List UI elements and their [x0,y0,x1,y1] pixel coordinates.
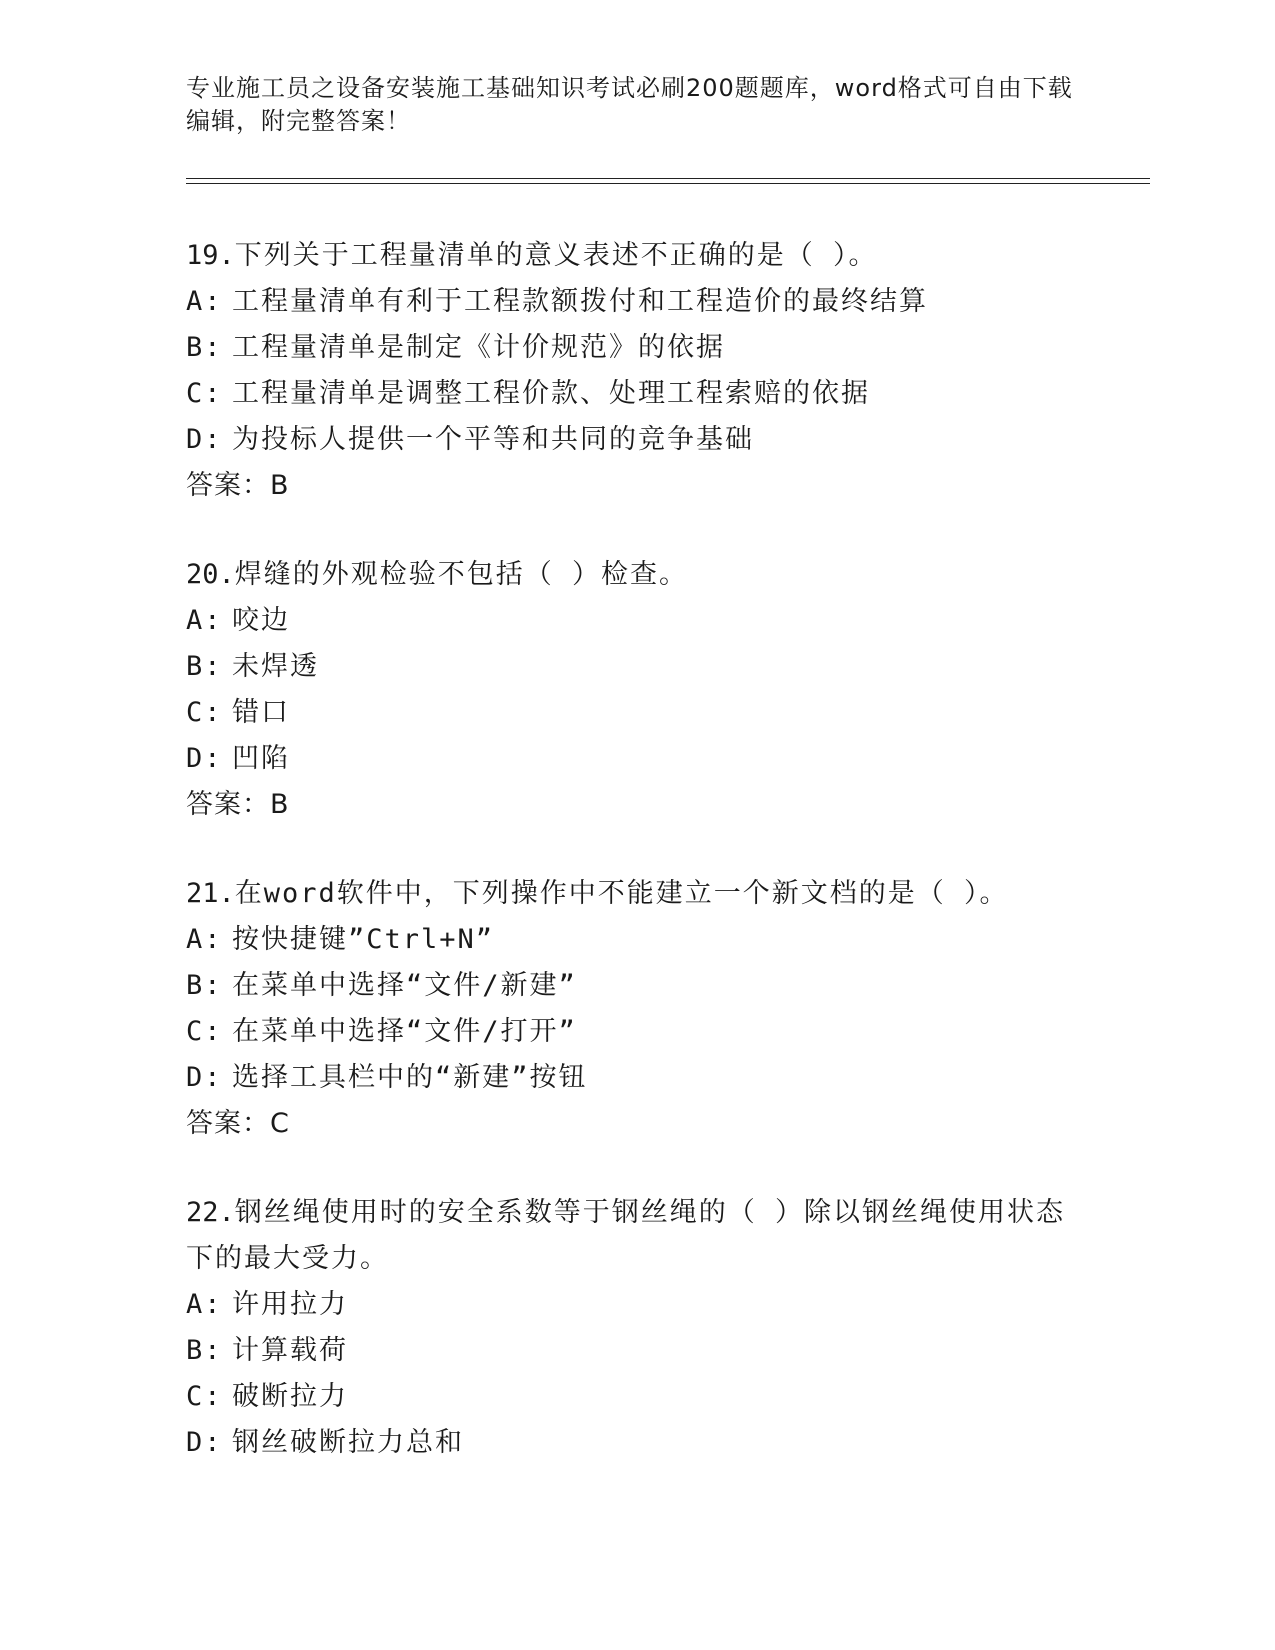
question-text: 下列关于工程量清单的意义表述不正确的是（ ）。 [234,240,878,271]
question-number: 21. [186,878,235,909]
option-c [186,690,1086,736]
document-header [186,72,1086,138]
option-letter: D: [186,1427,223,1458]
question-title [186,871,1086,917]
question-number: 20. [186,559,235,590]
option-letter: A: [186,605,223,636]
question-text-continued: 下的最大受力。 [186,1243,389,1274]
question-22 [186,1190,1086,1466]
option-letter: B: [186,651,223,682]
question-19 [186,233,1086,509]
option-c [186,371,1086,417]
option-letter: C: [186,697,223,728]
option-text: 未焊透 [232,651,319,682]
option-d [186,736,1086,782]
header-divider-top [186,178,1150,179]
option-text: 在菜单中选择“文件/打开” [232,1016,577,1047]
question-21 [186,871,1086,1147]
answer: 答案：B [186,470,290,501]
option-text: 凹陷 [232,743,290,774]
option-letter: D: [186,743,223,774]
option-text: 许用拉力 [232,1289,348,1320]
option-text: 计算载荷 [232,1335,348,1366]
option-text: 破断拉力 [232,1381,348,1412]
option-letter: A: [186,1289,223,1320]
option-text: 钢丝破断拉力总和 [232,1427,464,1458]
option-a [186,279,1086,325]
option-b [186,1328,1086,1374]
header-line-2: 编辑，附完整答案！ [186,107,411,135]
option-letter: B: [186,1335,223,1366]
answer: 答案：C [186,1108,290,1139]
option-letter: B: [186,332,223,363]
option-text: 为投标人提供一个平等和共同的竞争基础 [232,424,754,455]
option-text: 工程量清单有利于工程款额拨付和工程造价的最终结算 [232,286,928,317]
option-text: 工程量清单是制定《计价规范》的依据 [232,332,725,363]
option-text: 在菜单中选择“文件/新建” [232,970,577,1001]
option-letter: D: [186,1062,223,1093]
option-letter: A: [186,286,223,317]
option-letter: A: [186,924,223,955]
option-letter: C: [186,378,223,409]
option-d [186,417,1086,463]
header-line-1: 专业施工员之设备安装施工基础知识考试必刷200题题库，word格式可自由下载 [186,74,1073,102]
option-text: 按快捷键”Ctrl+N” [232,924,495,955]
answer: 答案：B [186,789,290,820]
option-letter: C: [186,1016,223,1047]
question-20 [186,552,1086,828]
option-text: 选择工具栏中的“新建”按钮 [232,1062,588,1093]
option-d [186,1055,1086,1101]
option-a [186,917,1086,963]
option-a [186,1282,1086,1328]
question-title [186,1190,1086,1236]
option-letter: D: [186,424,223,455]
question-text: 焊缝的外观检验不包括（ ）检查。 [234,559,689,590]
question-number: 19. [186,240,235,271]
option-c [186,1009,1086,1055]
question-title [186,552,1086,598]
option-text: 咬边 [232,605,290,636]
option-a [186,598,1086,644]
question-number: 22. [186,1197,235,1228]
option-letter: C: [186,1381,223,1412]
question-text: 在word软件中，下列操作中不能建立一个新文档的是（ ）。 [234,878,1009,909]
option-d [186,1420,1086,1466]
option-c [186,1374,1086,1420]
question-title [186,233,1086,279]
option-letter: B: [186,970,223,1001]
option-text: 错口 [232,697,290,728]
option-text: 工程量清单是调整工程价款、处理工程索赔的依据 [232,378,870,409]
option-b [186,644,1086,690]
option-b [186,963,1086,1009]
header-divider-bottom [186,183,1150,184]
option-b [186,325,1086,371]
question-text: 钢丝绳使用时的安全系数等于钢丝绳的（ ）除以钢丝绳使用状态 [234,1197,1066,1228]
